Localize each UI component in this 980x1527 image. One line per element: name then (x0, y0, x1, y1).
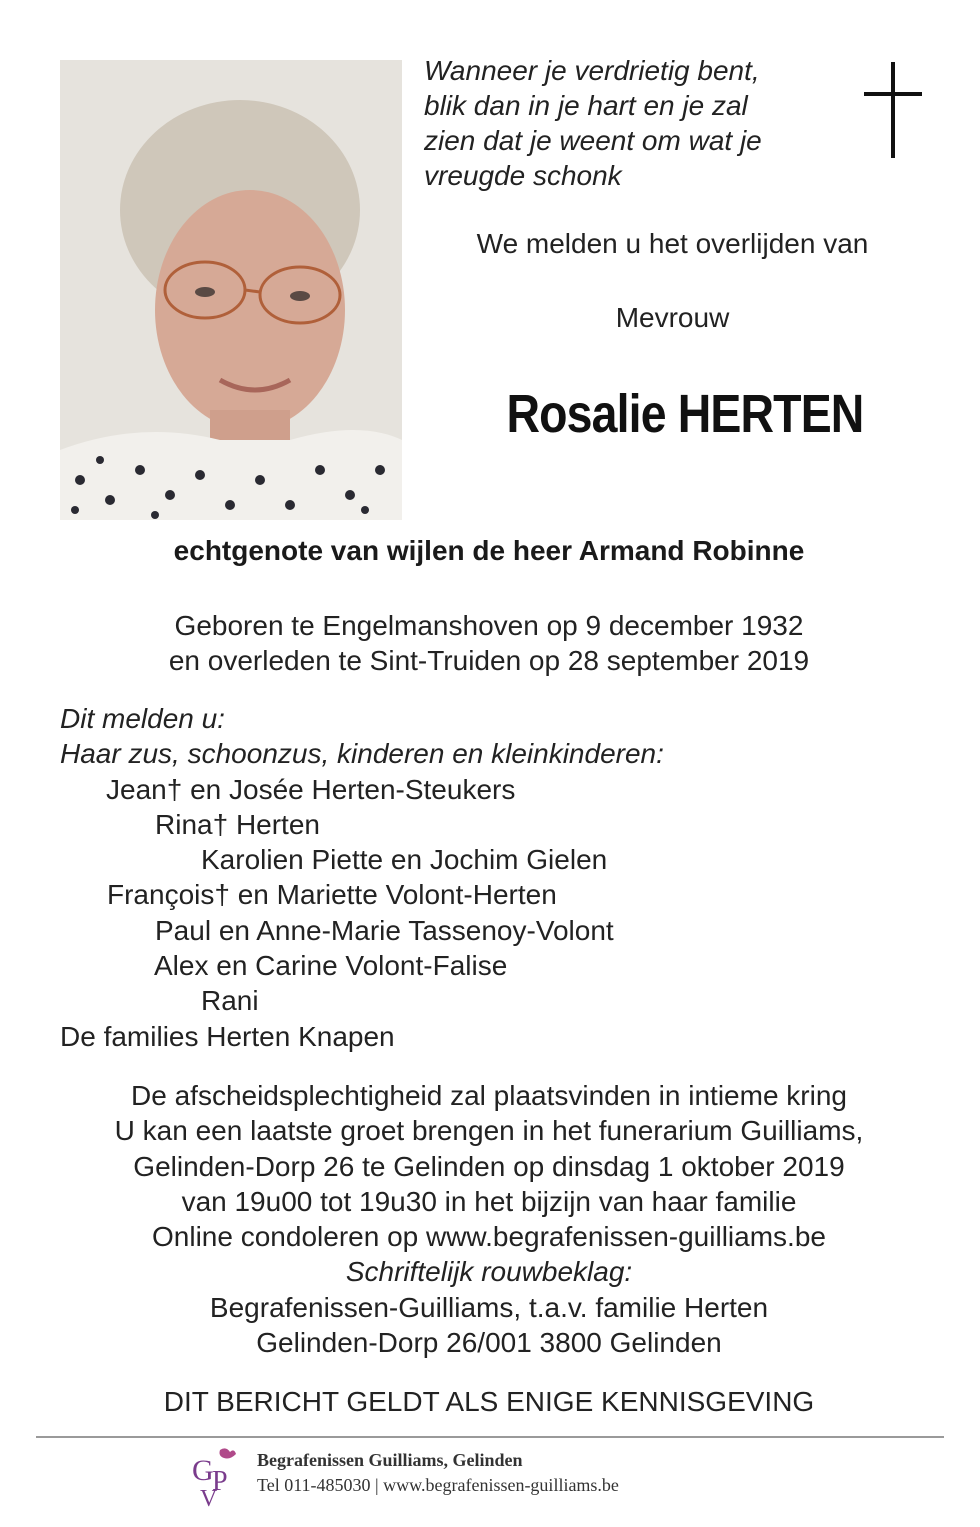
portrait-photo (60, 60, 402, 520)
footer-company-name: Begrafenissen Guilliams, Gelinden (257, 1450, 523, 1470)
death-line: en overleden te Sint-Truiden op 28 september 2019 (168, 645, 810, 676)
deceased-name: Rosalie HERTEN (506, 384, 864, 444)
poem-line: Wanneer je verdrietig bent, (424, 55, 760, 86)
latin-cross-icon (864, 62, 922, 158)
birth-death-info (0, 608, 978, 678)
announcement-text: We melden u het overlijden van (476, 228, 869, 259)
family-list (60, 701, 940, 1054)
family-closing: De families Herten Knapen (60, 1020, 395, 1052)
ceremony-line: U kan een laatste groet brengen in het funerarium Guilliams, (114, 1115, 864, 1147)
guilliams-logo-icon (190, 1446, 246, 1508)
ceremony-line: De afscheidsplechtigheid zal plaatsvinden in intieme kring (131, 1080, 847, 1111)
ceremony-info (0, 1078, 978, 1360)
poem-line: zien dat je weent om wat je (424, 125, 762, 156)
family-relation: Haar zus, schoonzus, kinderen en kleinkinderen: (60, 738, 664, 770)
condolence-link-line: Online condoleren op www.begrafenissen-guilliams.be (152, 1221, 826, 1253)
poem-line: vreugde schonk (424, 160, 622, 191)
svg-text:P: P (212, 1466, 228, 1497)
family-member: Jean† en Josée Herten-Steukers (106, 773, 516, 805)
family-member: Alex en Carine Volont-Falise (154, 950, 508, 982)
family-member: François† en Mariette Volont-Herten (107, 879, 557, 911)
family-member: Paul en Anne-Marie Tassenoy-Volont (155, 914, 614, 946)
ceremony-line: Gelinden-Dorp 26 te Gelinden op dinsdag 1 oktober 2019 (133, 1150, 845, 1182)
sole-notice-text: DIT BERICHT GELDT ALS ENIGE KENNISGEVING (163, 1386, 815, 1417)
spouse-line: echtgenote van wijlen de heer Armand Robinne (173, 535, 805, 566)
svg-text:V: V (200, 1486, 218, 1508)
address-line: Gelinden-Dorp 26/001 3800 Gelinden (256, 1327, 722, 1359)
family-intro: Dit melden u: (60, 703, 225, 734)
birth-line: Geboren te Engelmanshoven op 9 december 1932 (174, 610, 804, 641)
poem (424, 53, 844, 193)
written-condolence-label: Schriftelijk rouwbeklag: (345, 1256, 633, 1288)
portrait-illustration (60, 60, 402, 520)
poem-line: blik dan in je hart en je zal (424, 90, 748, 121)
family-member: Rina† Herten (155, 808, 320, 840)
footer-contact-info: Tel 011-485030 | www.begrafenissen-guilliams.be (257, 1475, 619, 1495)
footer-divider (36, 1436, 944, 1438)
svg-text:G: G (192, 1454, 214, 1487)
ceremony-line: van 19u00 tot 19u30 in het bijzijn van haar familie (181, 1185, 797, 1217)
family-member: Karolien Piette en Jochim Gielen (201, 844, 608, 876)
honorific: Mevrouw (615, 302, 730, 333)
family-member: Rani (201, 985, 259, 1017)
address-line: Begrafenissen-Guilliams, t.a.v. familie Herten (209, 1291, 769, 1323)
